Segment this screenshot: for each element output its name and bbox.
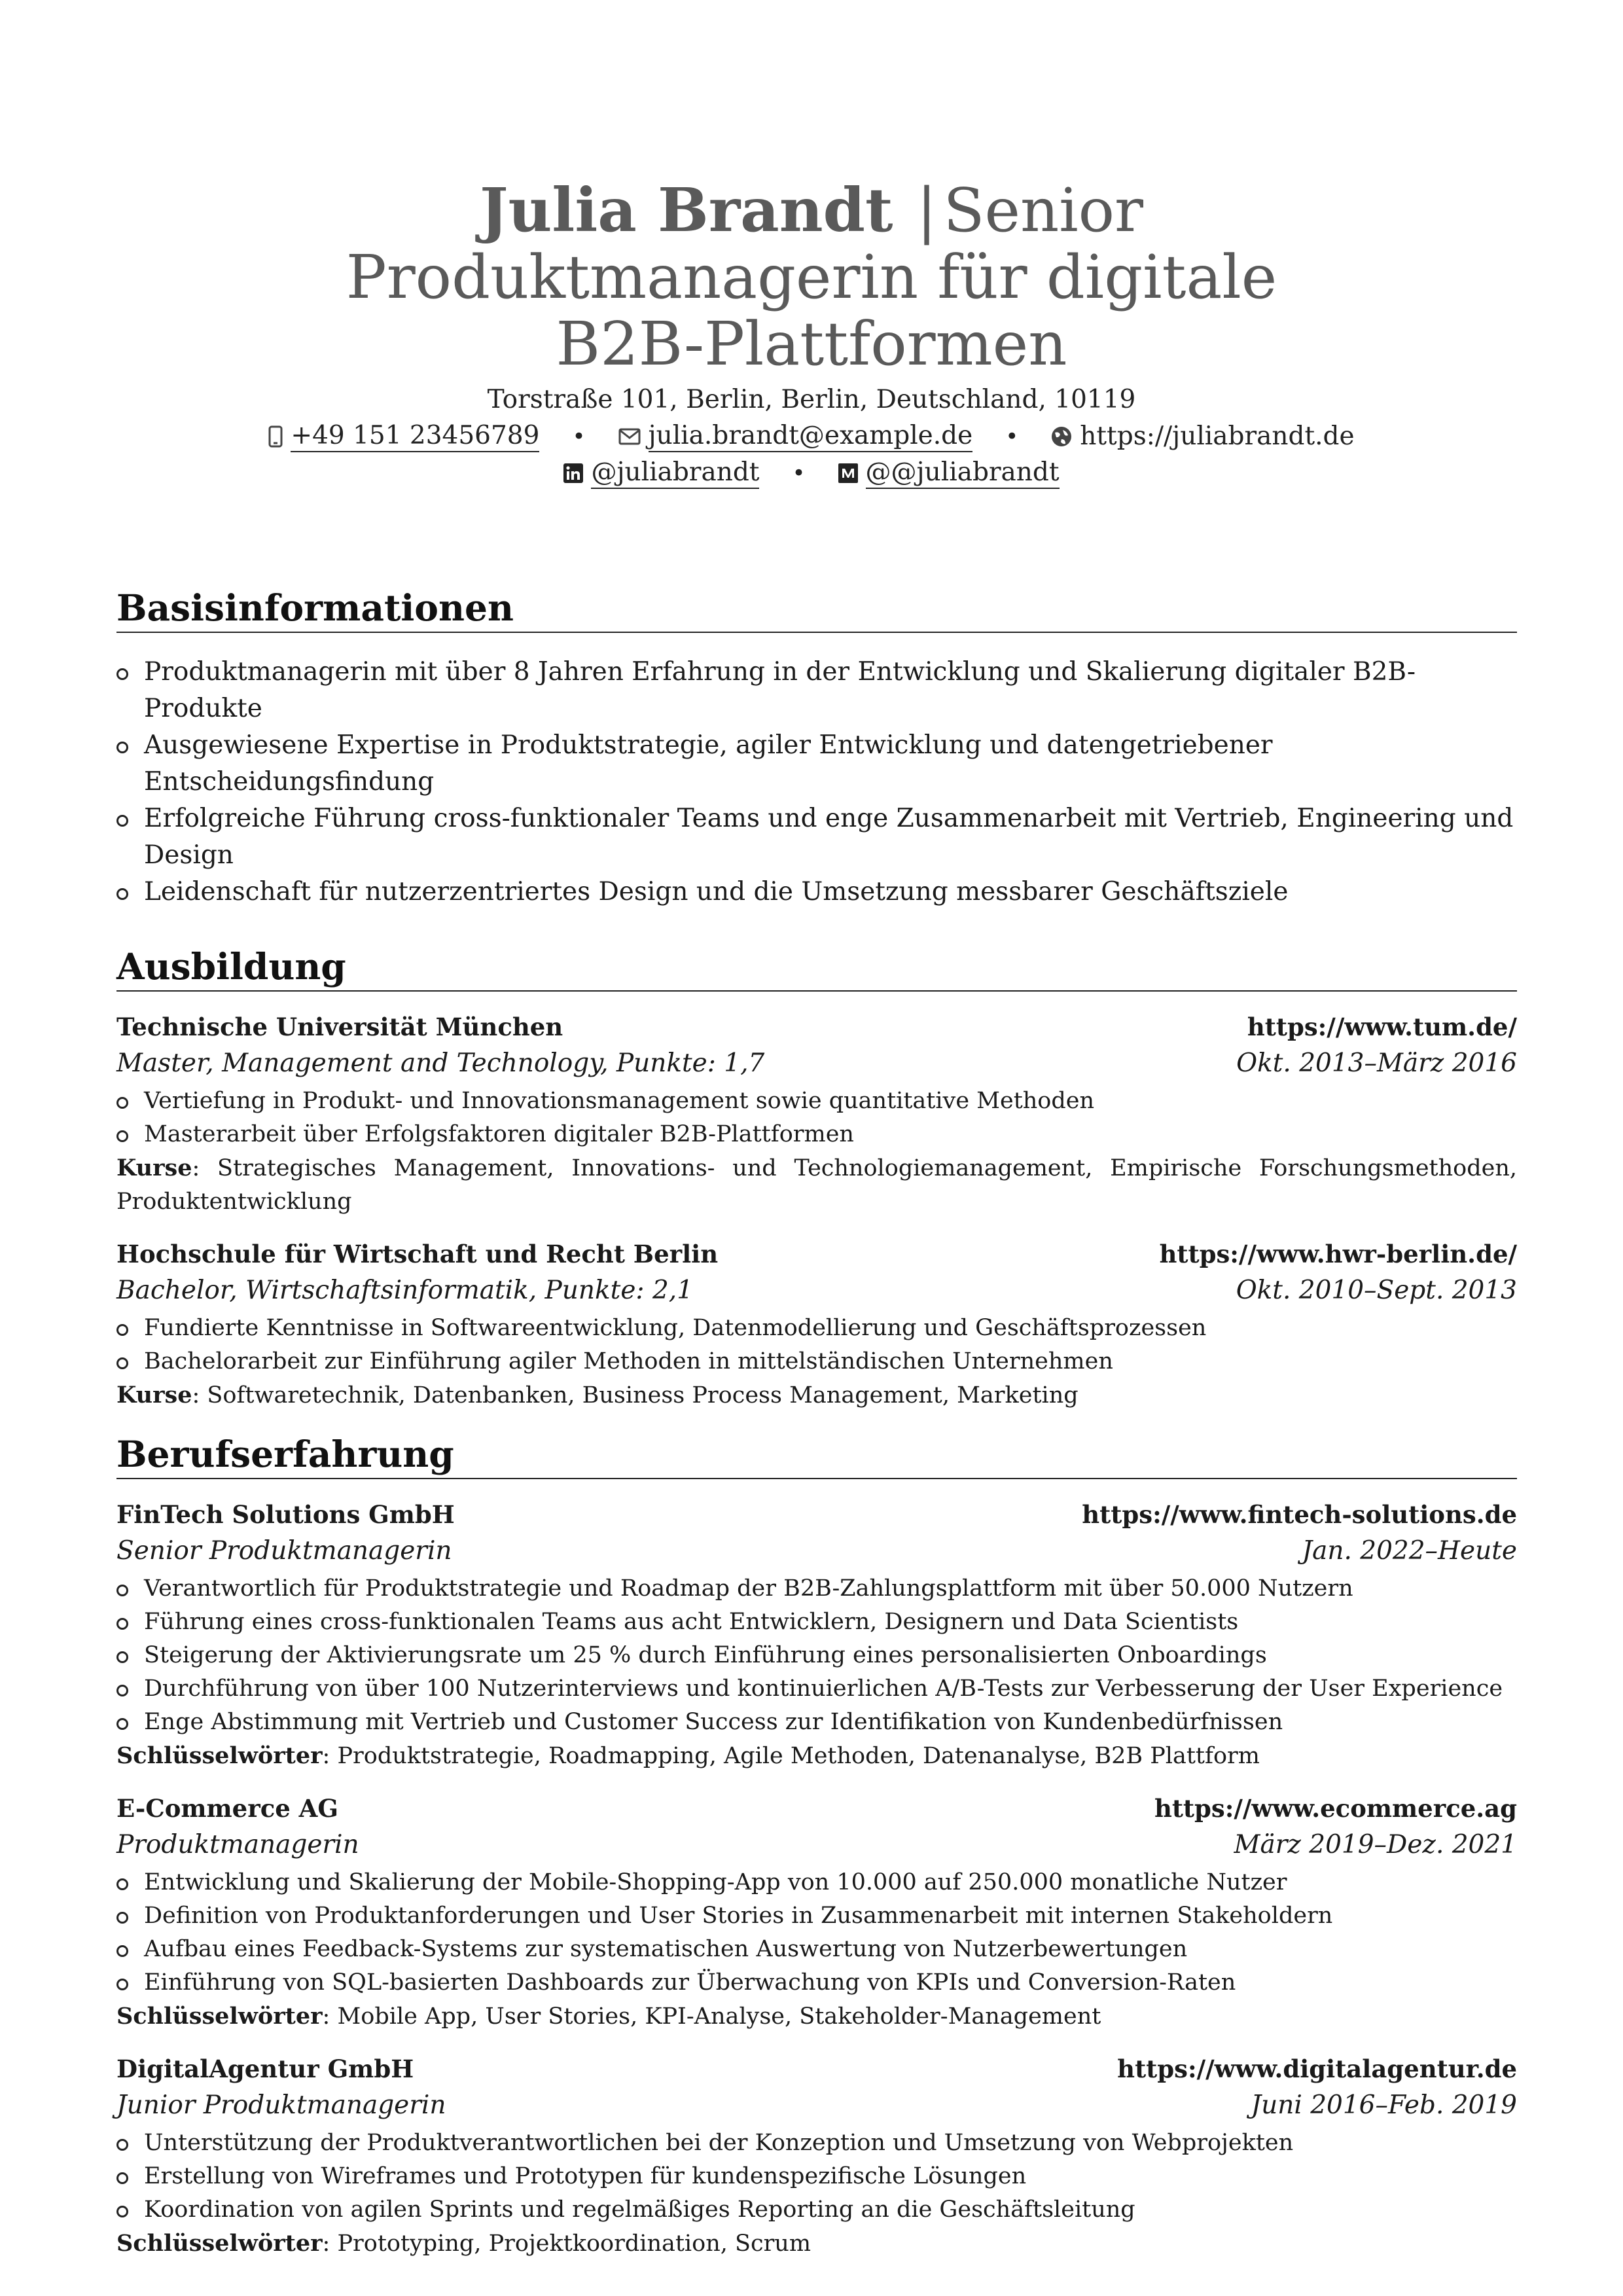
entry-subheader — [116, 1827, 1517, 1863]
company-name: FinTech Solutions GmbH — [116, 1500, 455, 1529]
list-item — [116, 1312, 1517, 1345]
job-title: Senior Produktmanagerin für digitale B2B-Plattformen — [346, 175, 1277, 379]
courses-label: Kurse — [116, 1382, 192, 1408]
keywords-label: Schlüsselwörter — [116, 2230, 323, 2257]
summary-text: Erfolgreiche Führung cross-funktionaler Teams und enge Zusammenarbeit mit Vertrieb, Engineering und Design — [144, 804, 1514, 870]
circle-bullet-icon — [116, 1324, 128, 1336]
list-item — [116, 2160, 1517, 2193]
circle-bullet-icon — [116, 1618, 128, 1630]
circle-bullet-icon — [116, 1357, 128, 1369]
institution-name: Hochschule für Wirtschaft und Recht Berlin — [116, 1240, 719, 1268]
entry-items — [116, 1312, 1517, 1378]
entry-subheader — [116, 1045, 1517, 1082]
list-item — [116, 2193, 1517, 2227]
company-name: DigitalAgentur GmbH — [116, 2054, 414, 2083]
phone-link[interactable]: +49 151 23456789 — [291, 421, 539, 452]
phone-contact[interactable] — [268, 421, 539, 452]
circle-bullet-icon — [116, 1912, 128, 1924]
degree: Master, Management and Technology, Punkte: 1,7 — [116, 1049, 765, 1078]
item-text: Steigerung der Aktivierungsrate um 25 % durch Einführung eines personalisierten Onboardings — [144, 1642, 1267, 1668]
education-entry — [116, 1009, 1517, 1219]
circle-bullet-icon — [116, 1979, 128, 1990]
institution-url[interactable]: https://www.hwr-berlin.de/ — [1159, 1240, 1517, 1268]
item-text: Führung eines cross-funktionalen Teams aus acht Entwicklern, Designern und Data Scientists — [144, 1609, 1239, 1635]
keywords-line — [116, 2000, 1517, 2034]
entry-items — [116, 1572, 1517, 1739]
item-text: Definition von Produktanforderungen und User Stories in Zusammenarbeit mit internen Stakeholdern — [144, 1903, 1333, 1929]
entry-subheader — [116, 2087, 1517, 2124]
date-range: Jan. 2022–Heute — [1302, 1536, 1517, 1566]
list-item — [116, 1572, 1517, 1605]
experience-entry — [116, 1496, 1517, 1773]
circle-bullet-icon — [116, 1685, 128, 1696]
summary-list — [116, 654, 1517, 910]
separator-dot: • — [1005, 423, 1019, 450]
entry-header — [116, 1236, 1517, 1272]
list-item — [116, 1899, 1517, 1933]
item-text: Masterarbeit über Erfolgsfaktoren digitaler B2B-Plattformen — [144, 1121, 854, 1147]
keywords-text: : Prototyping, Projektkoordination, Scrum — [322, 2231, 812, 2257]
circle-bullet-icon — [116, 815, 128, 827]
circle-bullet-icon — [116, 1651, 128, 1663]
item-text: Einführung von SQL-basierten Dashboards zur Überwachung von KPIs und Conversion-Raten — [144, 1969, 1236, 1996]
circle-bullet-icon — [116, 1878, 128, 1890]
item-text: Aufbau eines Feedback-Systems zur systematischen Auswertung von Nutzerbewertungen — [144, 1936, 1188, 1962]
item-text: Koordination von agilen Sprints und regelmäßiges Reporting an die Geschäftsleitung — [144, 2197, 1135, 2223]
list-item — [116, 1345, 1517, 1378]
contact-line-2 — [0, 455, 1623, 492]
separator-dot: • — [792, 460, 806, 486]
summary-text: Produktmanagerin mit über 8 Jahren Erfahrung in der Entwicklung und Skalierung digitaler B2B-Produkte — [144, 657, 1416, 723]
item-text: Erstellung von Wireframes und Prototypen für kundenspezifische Lösungen — [144, 2163, 1027, 2189]
circle-bullet-icon — [116, 2139, 128, 2151]
company-url[interactable]: https://www.fintech-solutions.de — [1082, 1500, 1517, 1529]
item-text: Entwicklung und Skalierung der Mobile-Shopping-App von 10.000 auf 250.000 monatliche Nutzer — [144, 1869, 1287, 1895]
degree: Bachelor, Wirtschaftsinformatik, Punkte: 2,1 — [116, 1276, 693, 1305]
linkedin-link[interactable]: @juliabrandt — [591, 457, 759, 489]
person-name: Julia Brandt — [479, 175, 893, 245]
courses-line — [116, 1378, 1517, 1412]
date-range: Okt. 2010–Sept. 2013 — [1236, 1276, 1517, 1305]
circle-bullet-icon — [116, 1945, 128, 1957]
list-item — [116, 1966, 1517, 2000]
item-text: Enge Abstimmung mit Vertrieb und Customer Success zur Identifikation von Kundenbedürfnissen — [144, 1709, 1283, 1735]
date-range: Okt. 2013–März 2016 — [1236, 1049, 1517, 1078]
list-item — [116, 1639, 1517, 1672]
circle-bullet-icon — [116, 1097, 128, 1109]
date-range: Juni 2016–Feb. 2019 — [1251, 2090, 1517, 2120]
circle-bullet-icon — [116, 1130, 128, 1142]
email-contact[interactable] — [618, 421, 973, 452]
list-item — [116, 727, 1517, 800]
page-title — [321, 177, 1302, 378]
list-item — [116, 1118, 1517, 1151]
entry-items — [116, 2126, 1517, 2227]
keywords-line — [116, 1739, 1517, 1773]
summary-text: Leidenschaft für nutzerzentriertes Design und die Umsetzung messbarer Geschäftsziele — [144, 877, 1289, 906]
job-role: Junior Produktmanagerin — [116, 2090, 446, 2120]
item-text: Unterstützung der Produktverantwortlichen bei der Konzeption und Umsetzung von Webprojekten — [144, 2130, 1294, 2156]
date-range: März 2019–Dez. 2021 — [1234, 1830, 1517, 1859]
company-url[interactable]: https://www.ecommerce.ag — [1154, 1794, 1517, 1823]
resume-header — [0, 177, 1623, 492]
linkedin-icon — [563, 463, 583, 483]
experience-entry — [116, 2051, 1517, 2261]
separator-dot: • — [572, 423, 586, 450]
courses-text: : Strategisches Management, Innovations- und Technologiemanagement, Empirische Forschungsmethoden, Produktentwicklung — [116, 1155, 1517, 1215]
keywords-label: Schlüsselwörter — [116, 1742, 323, 1769]
keywords-text: : Produktstrategie, Roadmapping, Agile Methoden, Datenanalyse, B2B Plattform — [322, 1743, 1260, 1769]
summary-text: Ausgewiesene Expertise in Produktstrategie, agiler Entwicklung und datengetriebener Entscheidungsfindung — [144, 730, 1273, 797]
company-name: E-Commerce AG — [116, 1794, 338, 1823]
entry-header — [116, 1009, 1517, 1045]
circle-bullet-icon — [116, 668, 128, 680]
circle-bullet-icon — [116, 1585, 128, 1596]
circle-bullet-icon — [116, 2206, 128, 2217]
item-text: Fundierte Kenntnisse in Softwareentwicklung, Datenmodellierung und Geschäftsprozessen — [144, 1315, 1207, 1341]
list-item — [116, 654, 1517, 727]
circle-bullet-icon — [116, 1718, 128, 1730]
section-title-berufserfahrung: Berufserfahrung — [116, 1432, 1517, 1479]
entry-header — [116, 1496, 1517, 1533]
item-text: Durchführung von über 100 Nutzerinterviews und kontinuierlichen A/B-Tests zur Verbesserung der User Experience — [144, 1676, 1503, 1702]
list-item — [116, 874, 1517, 910]
entry-items — [116, 1866, 1517, 2000]
title-separator: | — [916, 175, 937, 245]
list-item — [116, 800, 1517, 874]
medium-icon — [838, 463, 858, 483]
keywords-label: Schlüsselwörter — [116, 2003, 323, 2030]
list-item — [116, 1933, 1517, 1966]
keywords-line — [116, 2227, 1517, 2261]
circle-bullet-icon — [116, 2172, 128, 2184]
courses-line — [116, 1151, 1517, 1219]
resume-body — [116, 586, 1517, 2261]
courses-label: Kurse — [116, 1155, 192, 1181]
company-url[interactable]: https://www.digitalagentur.de — [1117, 2054, 1517, 2083]
website-contact[interactable] — [1051, 418, 1354, 455]
list-item — [116, 1866, 1517, 1899]
entry-items — [116, 1085, 1517, 1151]
circle-bullet-icon — [116, 888, 128, 900]
item-text: Vertiefung in Produkt- und Innovationsmanagement sowie quantitative Methoden — [144, 1088, 1095, 1114]
mail-icon — [618, 428, 641, 445]
education-entry — [116, 1236, 1517, 1412]
job-role: Produktmanagerin — [116, 1830, 359, 1859]
institution-url[interactable]: https://www.tum.de/ — [1247, 1013, 1517, 1041]
list-item — [116, 1706, 1517, 1739]
list-item — [116, 2126, 1517, 2160]
entry-subheader — [116, 1272, 1517, 1309]
phone-icon — [268, 425, 283, 448]
list-item — [116, 1672, 1517, 1706]
job-role: Senior Produktmanagerin — [116, 1536, 452, 1566]
entry-subheader — [116, 1533, 1517, 1570]
medium-link[interactable]: @@juliabrandt — [866, 457, 1060, 489]
contact-line-1 — [0, 418, 1623, 455]
courses-text: : Softwaretechnik, Datenbanken, Business Process Management, Marketing — [192, 1382, 1079, 1408]
website-link[interactable]: https://juliabrandt.de — [1080, 422, 1355, 451]
institution-name: Technische Universität München — [116, 1013, 563, 1041]
linkedin-contact[interactable] — [563, 457, 759, 489]
experience-entry — [116, 1790, 1517, 2034]
globe-icon — [1051, 426, 1072, 447]
list-item — [116, 1605, 1517, 1639]
item-text: Verantwortlich für Produktstrategie und Roadmap der B2B-Zahlungsplattform mit über 50.000 Nutzern — [144, 1575, 1353, 1602]
circle-bullet-icon — [116, 742, 128, 753]
item-text: Bachelorarbeit zur Einführung agiler Methoden in mittelständischen Unternehmen — [144, 1348, 1113, 1374]
keywords-text: : Mobile App, User Stories, KPI-Analyse, Stakeholder-Management — [322, 2003, 1101, 2030]
entry-header — [116, 2051, 1517, 2087]
email-link[interactable]: julia.brandt@example.de — [649, 421, 973, 452]
entry-header — [116, 1790, 1517, 1827]
medium-contact[interactable] — [838, 457, 1060, 489]
section-title-ausbildung: Ausbildung — [116, 944, 1517, 992]
section-title-basisinformationen: Basisinformationen — [116, 586, 1517, 633]
address: Torstraße 101, Berlin, Berlin, Deutschland, 10119 — [487, 385, 1136, 414]
list-item — [116, 1085, 1517, 1118]
